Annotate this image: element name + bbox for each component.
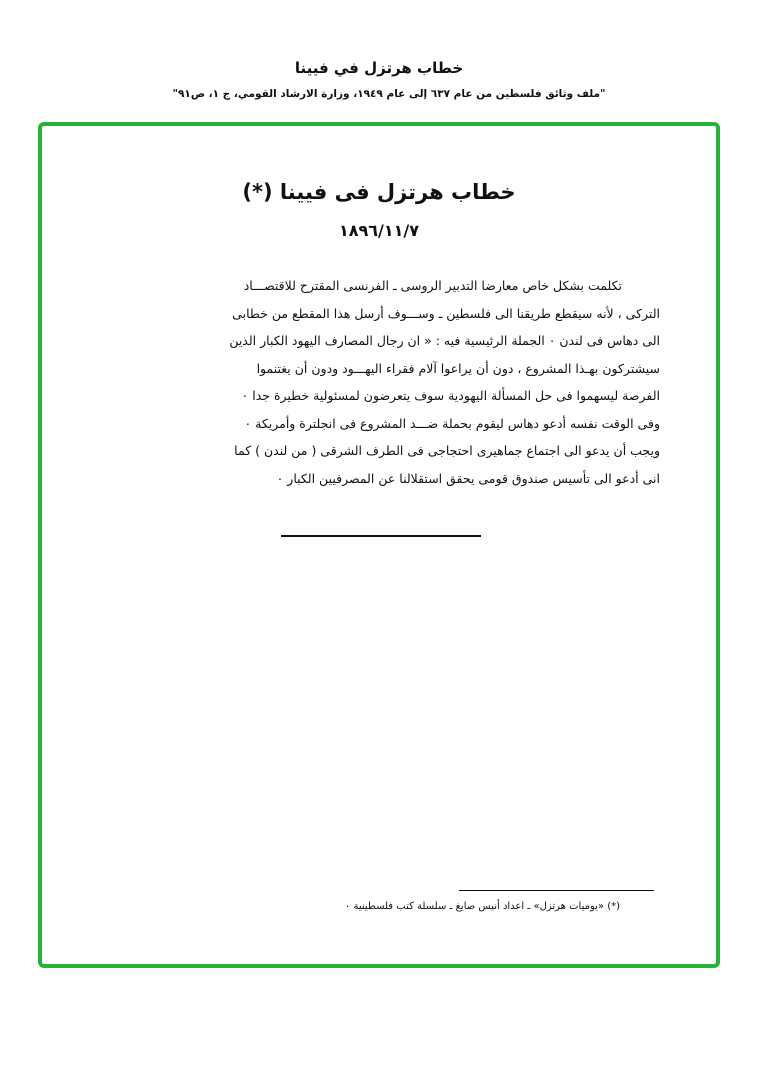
page-header — [0, 58, 758, 101]
document-body — [112, 272, 660, 492]
footnote-rule — [459, 890, 654, 891]
body-line: الى دهاس فى لندن ٠ الجملة الرئيسية فيه : « ان رجال المصارف اليهود الكبار الذين — [229, 333, 660, 348]
body-line: وفى الوقت نفسه أدعو دهاس ليقوم بحملة ضـــد المشروع فى انجلترة وأمريكة ٠ — [244, 415, 660, 431]
footnote: (*) «يوميات هرتزل» ـ اعداد أنيس صايغ ـ سلسلة كتب فلسطينية ٠ — [344, 901, 620, 912]
document-title: خطاب هرتزل فى فيينا (*) — [242, 180, 516, 204]
header-title: خطاب هرتزل في فيينا — [294, 59, 464, 77]
body-line: سيشتركون بهـذا المشروع ، دون أن يراعوا آلام فقراء اليهـــود ودون أن يغتنموا — [256, 360, 660, 376]
document-date: ١٨٩٦/١١/٧ — [338, 221, 420, 240]
body-line: انى أدعو الى تأسيس صندوق قومى يحقق استقلالنا عن المصرفيين الكبار ٠ — [276, 470, 660, 486]
document-frame — [38, 122, 720, 968]
section-separator — [281, 535, 481, 537]
body-line: التركى ، لأنه سيقطع طريقنا الى فلسطين ـ وســـوف أرسل هذا المقطع من خطابى — [232, 305, 660, 321]
body-line: الفرصة ليسهموا فى حل المسألة اليهودية سوف يتعرضون لمسئولية خطيرة جدا ٠ — [241, 388, 660, 403]
body-line: تكلمت بشكل خاص معارضا التدبير الروسى ـ الفرنسى المقترح للاقتصـــاد — [243, 278, 622, 293]
body-line: ويجب أن يدعو الى اجتماع جماهيرى احتجاجى فى الطرف الشرقى ( من لندن ) كما — [234, 443, 660, 458]
header-source-citation: "ملف وثائق فلسطين من عام ٦٣٧ إلى عام ١٩٤٩، وزارة الارشاد القومي، ج ١، ص٩١" — [172, 88, 606, 100]
